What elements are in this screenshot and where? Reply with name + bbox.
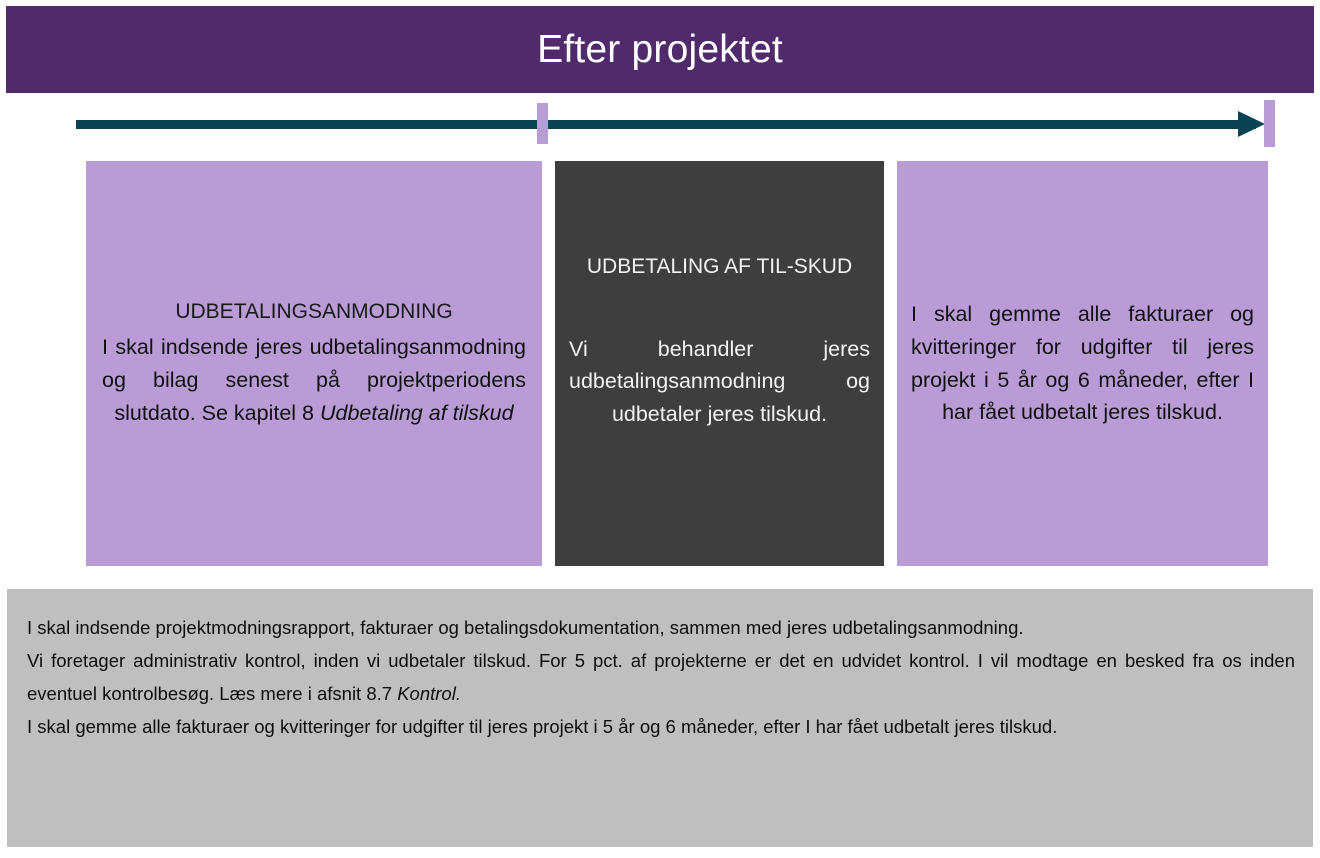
note-paragraph (27, 644, 1295, 710)
stage-body-emphasis: Udbetaling af tilskud (319, 400, 514, 425)
timeline-line (76, 120, 1256, 129)
note-paragraph-emphasis: Kontrol. (397, 683, 461, 704)
stage-heading: UDBETALING AF TIL-SKUD (586, 255, 853, 278)
note-panel (7, 589, 1313, 847)
stage-card-udbetaling-af-tilskud (555, 161, 884, 566)
note-paragraph: I skal gemme alle fakturaer og kvitteringer for udgifter til jeres projekt i 5 år og 6 måneder, efter I har fået udbetalt jeres tilskud. (27, 716, 1058, 737)
note-paragraph-text: Vi foretager administrativ kontrol, inden vi udbetaler tilskud. For 5 pct. af projekterne er det en udvidet kontrol. I vil modtage en besked fra os inden eventuel kontrolbesøg. Læs mere i afsnit 8.7 (27, 650, 1295, 704)
page-title: Efter projektet (537, 28, 783, 71)
timeline-tick-end (1264, 100, 1275, 147)
timeline (0, 93, 1320, 161)
note-paragraph: I skal indsende projektmodningsrapport, fakturaer og betalingsdokumentation, sammen med jeres udbetalingsanmodning. (27, 617, 1024, 638)
stage-card-udbetalingsanmodning (86, 161, 542, 566)
arrow-right-icon (1238, 111, 1265, 137)
header-bar (6, 6, 1314, 93)
stage-body: Vi behandler jeres udbetalingsanmodning og udbetaler jeres tilskud. (569, 336, 870, 427)
stage-card-opbevaring (897, 161, 1268, 566)
stage-heading: UDBETALINGSANMODNING (175, 299, 453, 323)
stage-body-text: I skal indsende jeres udbetalingsanmodning og bilag senest på projektperiodens slutdato. Se kapitel 8 (102, 335, 526, 425)
stage-body (102, 331, 526, 429)
stage-body: I skal gemme alle fakturaer og kvitteringer for udgifter til jeres projekt i 5 år og 6 måneder, efter I har fået udbetalt jeres tilskud. (911, 302, 1254, 425)
timeline-tick-middle (537, 103, 548, 144)
